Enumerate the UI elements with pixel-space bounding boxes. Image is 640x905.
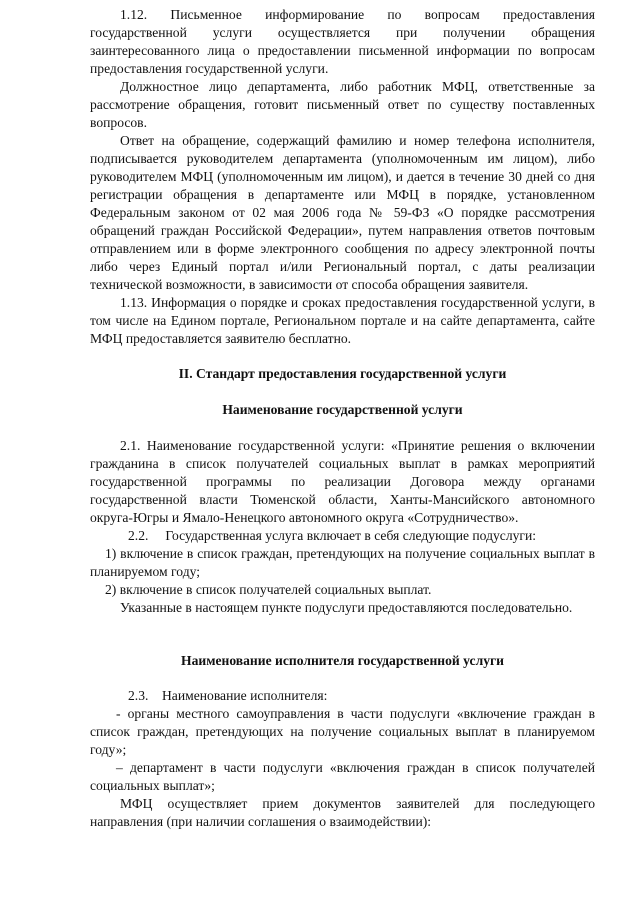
subservice-item-1: 1) включение в список граждан, претендующих на получение социальных выплат в планируемом году; (90, 546, 595, 579)
executor-item-local-authorities: - органы местного самоуправления в части подуслуги «включение граждан в список граждан, претендующих на получение социальных выплат в планируемом году»; (90, 706, 595, 757)
subheading-service-name: Наименование государственной услуги (222, 402, 463, 417)
paragraph-1-12: 1.12. Письменное информирование по вопросам предоставления государственной услуги осуществляется при получении обращения заинтересованного лица о предоставлении письменной информации по вопросам предоставления государственной услуги. (90, 7, 595, 76)
subservice-item-2: 2) включение в список получателей социальных выплат. (105, 582, 432, 597)
paragraph-2-2: 2.2. Государственная услуга включает в себя следующие подуслуги: (128, 528, 537, 543)
section-heading-standard: II. Стандарт предоставления государственной услуги (178, 366, 507, 381)
paragraph-mfc: МФЦ осуществляет прием документов заявителей для последующего направления (при наличии соглашения о взаимодействии): (90, 796, 595, 829)
document-page (90, 6, 595, 831)
paragraph-answer-procedure: Ответ на обращение, содержащий фамилию и номер телефона исполнителя, подписывается руководителем департамента (уполномоченным им лицом), либо руководителем МФЦ (уполномоченным им лицом), и дается в течение 30 дней со дня регистрации обращения в департаменте или МФЦ в порядке, установленном Федеральным законом от 02 мая 2006 года № 59-ФЗ «О порядке рассмотрения обращений граждан Российской Федерации», путем направления ответов почтовым отправлением или в форме электронного сообщения по адресу электронной почты либо через Единый портал и/или Региональный портал, с даты реализации технической возможности, в зависимости от способа обращения заявителя. (90, 133, 595, 292)
executor-item-department: – департамент в части подуслуги «включения граждан в список получателей социальных выплат»; (90, 760, 595, 793)
paragraph-2-1: 2.1. Наименование государственной услуги: «Принятие решения о включении гражданина в список получателей социальных выплат в рамках мероприятий государственной программы по реализации Договора между органами государственной власти Тюменской области, Ханты-Мансийского автономного округа-Югры и Ямало-Ненецкого автономного округа «Сотрудничество». (90, 438, 595, 525)
paragraph-1-13: 1.13. Информация о порядке и сроках предоставления государственной услуги, в том числе на Едином портале, Региональном портале и на сайте департамента, сайте МФЦ предоставляется заявителю бесплатно. (90, 295, 595, 346)
subheading-executor: Наименование исполнителя государственной услуги (181, 653, 504, 668)
paragraph-2-3: 2.3. Наименование исполнителя: (128, 688, 328, 703)
paragraph-sequential: Указанные в настоящем пункте подуслуги предоставляются последовательно. (120, 600, 573, 615)
paragraph-official-answer: Должностное лицо департамента, либо работник МФЦ, ответственные за рассмотрение обращения, готовит письменный ответ по существу поставленных вопросов. (90, 79, 595, 130)
